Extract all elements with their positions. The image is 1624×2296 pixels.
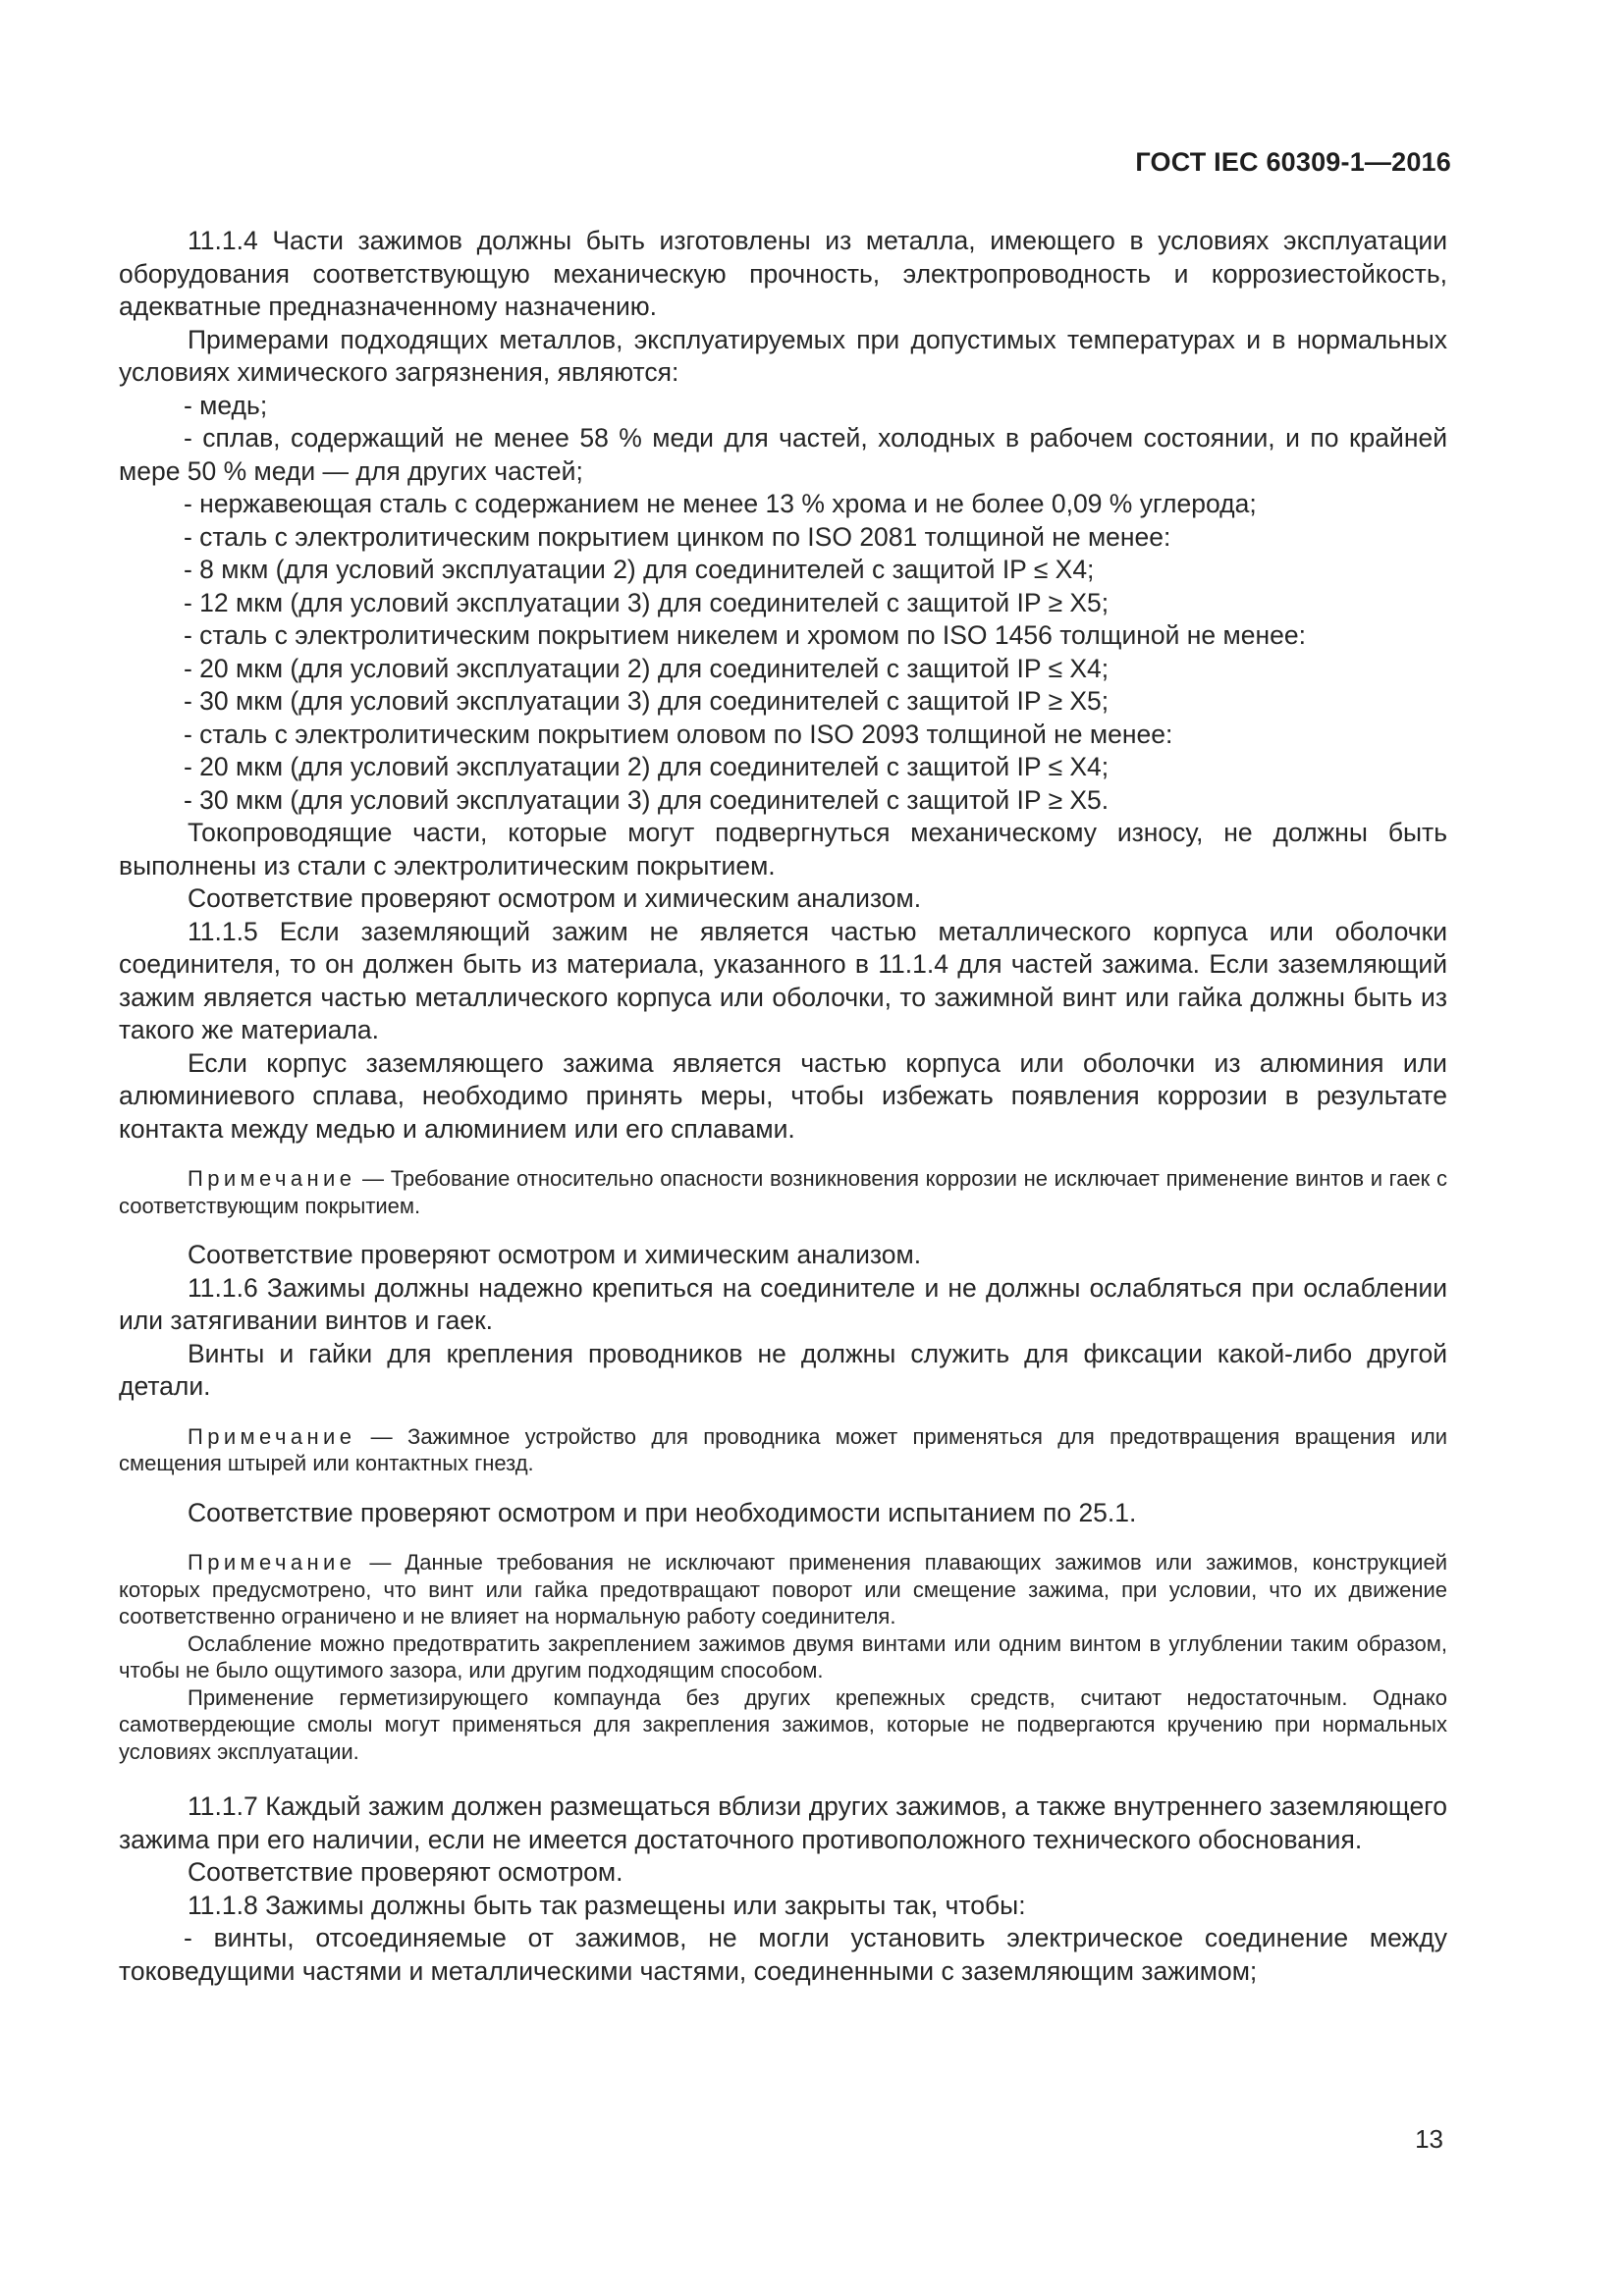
note-sealing-compound: Применение герметизирующего компаунда без других крепежных средств, считают недостаточным. Однако самотвердеющие смолы могут применяться для закрепления зажимов, которые не подвергаются кручению при нормальных условиях эксплуатации. [119, 1684, 1447, 1764]
paragraph-screws-nuts: Винты и гайки для крепления проводников не должны служить для фиксации какой-либо другой детали. [119, 1338, 1447, 1401]
list-item: - сталь с электролитическим покрытием цинком по ISO 2081 толщиной не менее: [184, 521, 1171, 552]
note-text: — Данные требования не исключают применения плавающих зажимов или зажимов, конструкцией которых предусмотрено, что винт или гайка предотвращают поворот или смещение зажима, при условии, что их движение соответственно ограничено и не влияет на нормальную работу соединителя. [119, 1550, 1447, 1629]
note-label: Примечание [188, 1550, 356, 1575]
note-clamping-device [119, 1423, 1447, 1477]
note-label: Примечание [188, 1166, 356, 1191]
list-item: - сталь с электролитическим покрытием никелем и хромом по ISO 1456 толщиной не менее: [184, 620, 1306, 650]
list-item: - 20 мкм (для условий эксплуатации 2) для соединителей с защитой IP ≤ X4; [184, 653, 1110, 683]
page-number: 13 [1415, 2124, 1443, 2154]
list-item: - 20 мкм (для условий эксплуатации 2) для соединителей с защитой IP ≤ X4; [184, 752, 1110, 781]
list-item: - сталь с электролитическим покрытием оловом по ISO 2093 толщиной не менее: [184, 719, 1173, 749]
note-text: — Требование относительно опасности возникновения коррозии не исключает применение винтов и гаек с соответствующим покрытием. [119, 1166, 1447, 1218]
clause-11-1-6: 11.1.6 Зажимы должны надежно крепиться на соединителе и не должны ослабляться при ослаблении или затягивании винтов и гаек. [119, 1272, 1447, 1335]
list-item: - медь; [184, 390, 268, 420]
note-label: Примечание [188, 1423, 356, 1449]
list-item: - сплав, содержащий не менее 58 % меди для частей, холодных в рабочем состоянии, и по крайней мере 50 % меди — для других частей; [119, 423, 1447, 486]
note-floating-terminals [119, 1549, 1447, 1630]
clause-11-1-7: 11.1.7 Каждый зажим должен размещаться вблизи других зажимов, а также внутреннего заземляющего зажима при его наличии, если не имеется достаточного противоположного технического обоснования. [119, 1791, 1447, 1854]
list-item: - 30 мкм (для условий эксплуатации 3) для соединителей с защитой IP ≥ X5. [184, 784, 1110, 815]
paragraph-compliance: Соответствие проверяют осмотром и химическим анализом. [188, 883, 922, 913]
list-item: - нержавеющая сталь с содержанием не менее 13 % хрома и не более 0,09 % углерода; [184, 489, 1257, 518]
paragraph-conductive-parts: Токопроводящие части, которые могут подвергнуться механическому износу, не должны быть выполнены из стали с электролитическим покрытием. [119, 818, 1447, 881]
list-item: - 30 мкм (для условий эксплуатации 3) для соединителей с защитой IP ≥ X5; [184, 686, 1110, 716]
list-item: - 12 мкм (для условий эксплуатации 3) для соединителей с защитой IP ≥ X5; [184, 587, 1110, 617]
clause-11-1-8: 11.1.8 Зажимы должны быть так размещены или закрыты так, чтобы: [188, 1890, 1026, 1920]
document-body [119, 225, 1447, 1988]
paragraph-compliance: Соответствие проверяют осмотром и химическим анализом. [188, 1240, 922, 1269]
clause-11-1-5: 11.1.5 Если заземляющий зажим не является частью металлического корпуса или оболочки соединителя, то он должен быть из материала, указанного в 11.1.4 для частей зажима. Если заземляющий зажим является частью металлического корпуса или оболочки, то зажимной винт или гайка должны быть из такого же материала. [119, 916, 1447, 1044]
note-loosening: Ослабление можно предотвратить закреплением зажимов двумя винтами или одним винтом в углублении таким образом, чтобы не было ощутимого зазора, или другим подходящим способом. [119, 1630, 1447, 1682]
note-corrosion [119, 1165, 1447, 1219]
clause-11-1-4: 11.1.4 Части зажимов должны быть изготовлены из металла, имеющего в условиях эксплуатации оборудования соответствующую механическую прочность, электропроводность и коррозиестойкость, адекватные предназначенному назначению. [119, 226, 1447, 321]
paragraph-aluminium: Если корпус заземляющего зажима является частью корпуса или оболочки из алюминия или алюминиевого сплава, необходимо принять меры, чтобы избежать появления коррозии в результате контакта между медью и алюминием или его сплавами. [119, 1047, 1447, 1144]
note-text: — Зажимное устройство для проводника может применяться для предотвращения вращения или смещения штырей или контактных гнезд. [119, 1423, 1447, 1475]
paragraph-metals-examples: Примерами подходящих металлов, эксплуатируемых при допустимых температурах и в нормальных условиях химического загрязнения, являются: [119, 324, 1447, 387]
paragraph-compliance: Соответствие проверяют осмотром. [188, 1857, 623, 1887]
paragraph-compliance: Соответствие проверяют осмотром и при необходимости испытанием по 25.1. [188, 1497, 1137, 1527]
document-code-header: ГОСТ IEC 60309-1—2016 [1135, 147, 1451, 177]
list-item: - 8 мкм (для условий эксплуатации 2) для соединителей с защитой IP ≤ X4; [184, 555, 1095, 584]
list-item: - винты, отсоединяемые от зажимов, не могли установить электрическое соединение между токоведущими частями и металлическими частями, соединенными с заземляющим зажимом; [119, 1923, 1447, 1986]
